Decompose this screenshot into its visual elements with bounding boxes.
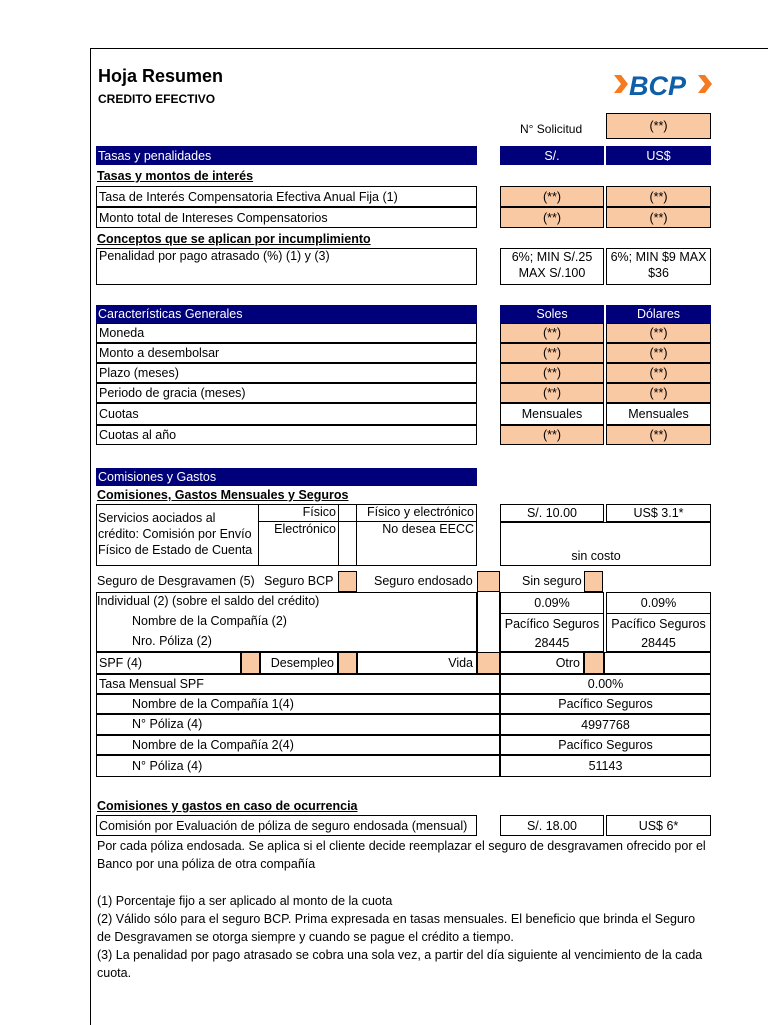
caract-col-dolares: Dólares — [606, 305, 711, 323]
periodo-gracia-soles: (**) — [500, 383, 604, 403]
otro-value — [604, 652, 711, 674]
spf-poliza2-label: N° Póliza (4) — [96, 755, 500, 777]
section-comisiones-header: Comisiones y Gastos — [96, 468, 477, 486]
cuotas-anio-dolares: (**) — [606, 425, 711, 445]
desempleo-label: Desempleo — [260, 652, 338, 674]
moneda-label: Moneda — [96, 323, 477, 343]
spf-compania1-label: Nombre de la Compañía 1(4) — [96, 694, 500, 714]
cuotas-anio-soles: (**) — [500, 425, 604, 445]
monto-intereses-soles: (**) — [500, 207, 604, 228]
spf-compania2-label: Nombre de la Compañía 2(4) — [96, 735, 500, 755]
penalidad-dolares: 6%; MIN $9 MAX $36 — [606, 248, 711, 285]
poliza-dolares: 28445 — [606, 634, 711, 652]
fisico-electronico-soles: S/. 10.00 — [500, 504, 604, 522]
section-tasas-header: Tasas y penalidades — [96, 146, 477, 165]
tasa-spf-label: Tasa Mensual SPF — [96, 674, 500, 694]
solicitud-value: (**) — [606, 113, 711, 139]
plazo-label: Plazo (meses) — [96, 363, 477, 383]
seguro-desgravamen-label: Seguro de Desgravamen (5) — [97, 574, 255, 588]
spf-label: SPF (4) — [96, 652, 241, 674]
servicios-label: Servicios aociados al crédito: Comisión por Envío Físico de Estado de Cuenta — [98, 511, 253, 557]
spf-poliza2-value: 51143 — [500, 755, 711, 777]
cuotas-label: Cuotas — [96, 403, 477, 425]
compania-soles: Pacífico Seguros — [500, 614, 604, 634]
subsection-incumplimiento: Conceptos que se aplican por incumplimiento — [97, 232, 371, 246]
spf-compania2-value: Pacífico Seguros — [500, 735, 711, 755]
cuotas-dolares: Mensuales — [606, 403, 711, 425]
periodo-gracia-label: Periodo de gracia (meses) — [96, 383, 477, 403]
cuotas-anio-label: Cuotas al año — [96, 425, 477, 445]
page-subtitle: CREDITO EFECTIVO — [98, 92, 216, 106]
monto-intereses-dolares: (**) — [606, 207, 711, 228]
seguro-bcp-label: Seguro BCP — [264, 574, 334, 588]
nota-1: (1) Porcentaje fijo a ser aplicado al monto de la cuota — [97, 894, 393, 908]
evaluacion-label: Comisión por Evaluación de póliza de seguro endosada (mensual) — [96, 815, 477, 836]
penalidad-soles: 6%; MIN S/.25 MAX S/.100 — [500, 248, 604, 285]
tasas-col-dolares: US$ — [606, 146, 711, 165]
sin-seguro-label: Sin seguro — [522, 574, 582, 588]
fisico-electronico-label: Físico y electrónico — [357, 504, 477, 522]
otro-label: Otro — [500, 652, 584, 674]
nota-3: (3) La penalidad por pago atrasado se cobra una sola vez, a partir del día siguiente al vencimiento de la cada cuota. — [97, 948, 703, 980]
desempleo-checkbox[interactable] — [338, 652, 357, 674]
compania-label: Nombre de la Compañía (2) — [132, 614, 287, 628]
fisico-electronico-dolares: US$ 3.1* — [606, 504, 711, 522]
section-caracteristicas-header: Características Generales — [96, 305, 477, 323]
spf-checkbox[interactable] — [241, 652, 260, 674]
seguro-endosado-checkbox[interactable] — [477, 571, 500, 592]
individual-dolares: 0.09% — [606, 592, 711, 614]
caract-col-soles: Soles — [500, 305, 604, 323]
periodo-gracia-dolares: (**) — [606, 383, 711, 403]
evaluacion-dolares: US$ 6* — [606, 815, 711, 836]
logo-text: BCP — [629, 71, 687, 101]
monto-desembolsar-label: Monto a desembolsar — [96, 343, 477, 363]
plazo-dolares: (**) — [606, 363, 711, 383]
penalidad-label: Penalidad por pago atrasado (%) (1) y (3) — [96, 248, 477, 285]
seguro-bcp-checkbox[interactable] — [338, 571, 357, 592]
spf-poliza1-label: N° Póliza (4) — [96, 714, 500, 735]
page-title: Hoja Resumen — [98, 66, 224, 86]
electronico-label: Electrónico — [274, 522, 336, 536]
monto-desembolsar-dolares: (**) — [606, 343, 711, 363]
subsection-ocurrencia: Comisiones y gastos en caso de ocurrencia — [97, 799, 358, 813]
spf-poliza1-value: 4997768 — [500, 714, 711, 735]
poliza-label: Nro. Póliza (2) — [132, 634, 212, 648]
nota-poliza-endosada: Por cada póliza endosada. Se aplica si el cliente decide reemplazar el seguro de desgravamen ofrecido por el Banco por una póliza de otra compañía — [97, 839, 706, 871]
monto-desembolsar-soles: (**) — [500, 343, 604, 363]
solicitud-label: N° Solicitud — [520, 122, 583, 136]
tasa-interes-soles: (**) — [500, 186, 604, 207]
evaluacion-soles: S/. 18.00 — [500, 815, 604, 836]
tasa-spf-value: 0.00% — [500, 674, 711, 694]
vida-checkbox[interactable] — [477, 652, 500, 674]
tasas-col-soles: S/. — [500, 146, 604, 165]
individual-soles: 0.09% — [500, 592, 604, 614]
tasa-interes-dolares: (**) — [606, 186, 711, 207]
tasa-interes-label: Tasa de Interés Compensatoria Efectiva Anual Fija (1) — [96, 186, 477, 207]
sin-seguro-checkbox[interactable] — [584, 571, 603, 592]
individual-gap — [477, 592, 500, 652]
subsection-comisiones-mensuales: Comisiones, Gastos Mensuales y Seguros — [97, 488, 349, 502]
nota-2: (2) Válido sólo para el seguro BCP. Prima expresada en tasas mensuales. El beneficio que brinda el Seguro de Desgravamen se otorga siempre y cuando se pague el crédito a tiempo. — [97, 912, 696, 944]
moneda-dolares: (**) — [606, 323, 711, 343]
subsection-tasas-montos: Tasas y montos de interés — [97, 169, 254, 183]
cuotas-soles: Mensuales — [500, 403, 604, 425]
plazo-soles: (**) — [500, 363, 604, 383]
monto-intereses-label: Monto total de Intereses Compensatorios — [96, 207, 477, 228]
no-desea-label: No desea EECC — [382, 522, 474, 536]
compania-dolares: Pacífico Seguros — [606, 614, 711, 634]
sin-costo-label: sin costo — [571, 549, 621, 563]
seguro-endosado-label: Seguro endosado — [374, 574, 473, 588]
spf-compania1-value: Pacífico Seguros — [500, 694, 711, 714]
vida-label: Vida — [357, 652, 477, 674]
individual-label: Individual (2) (sobre el saldo del crédito) — [97, 594, 320, 608]
bcp-logo — [612, 66, 716, 102]
electronico-checkbox-divider — [338, 504, 357, 522]
moneda-soles: (**) — [500, 323, 604, 343]
fisico-label: Físico — [258, 504, 338, 522]
otro-checkbox[interactable] — [584, 652, 604, 674]
poliza-soles: 28445 — [500, 634, 604, 652]
